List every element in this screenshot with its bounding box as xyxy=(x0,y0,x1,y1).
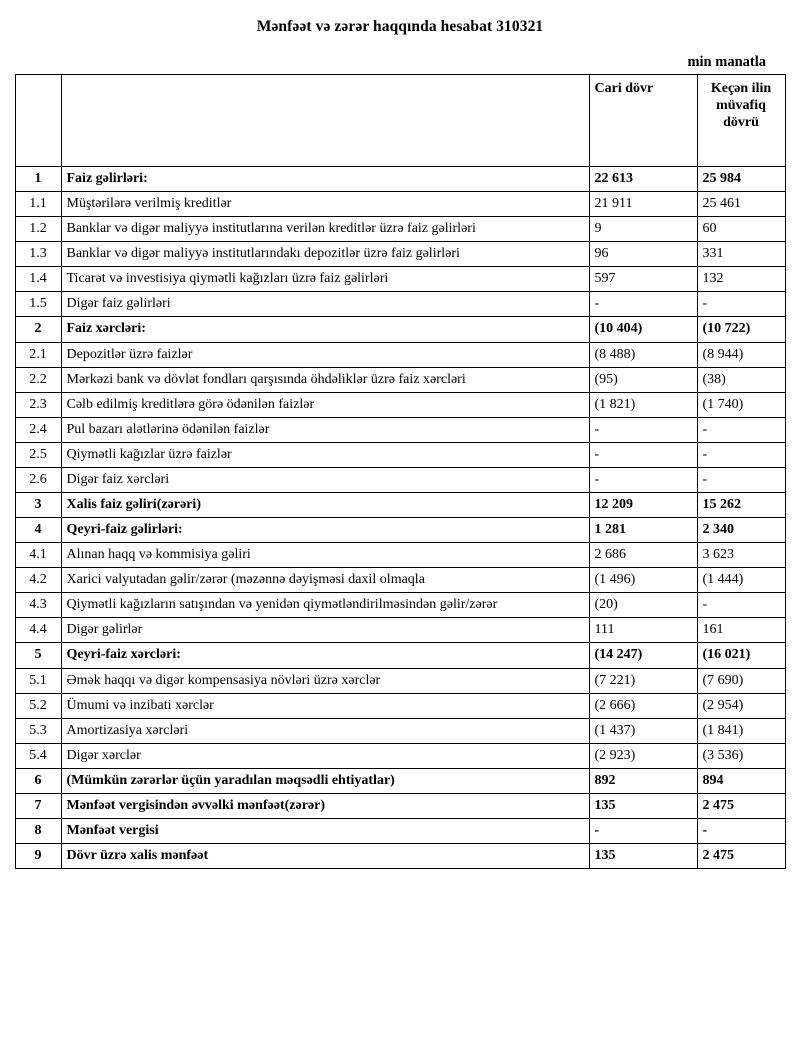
header-current-period: Cari dövr xyxy=(589,75,697,167)
header-name xyxy=(61,75,589,167)
row-number: 2.1 xyxy=(15,342,61,367)
row-label: Pul bazarı alətlərinə ödənilən faizlər xyxy=(61,417,589,442)
row-current-value: (14 247) xyxy=(589,643,697,668)
row-current-value: 12 209 xyxy=(589,493,697,518)
row-previous-value: (1 444) xyxy=(697,568,785,593)
row-label: Cəlb edilmiş kreditlərə görə ödənilən faizlər xyxy=(61,392,589,417)
row-label: Müştərilərə verilmiş kreditlər xyxy=(61,192,589,217)
table-row xyxy=(15,392,785,417)
table-row xyxy=(15,292,785,317)
row-previous-value: - xyxy=(697,442,785,467)
row-number: 3 xyxy=(15,493,61,518)
row-current-value: 111 xyxy=(589,618,697,643)
table-row xyxy=(15,267,785,292)
row-previous-value: 132 xyxy=(697,267,785,292)
row-number: 2 xyxy=(15,317,61,342)
table-row xyxy=(15,819,785,844)
row-label: Digər faiz gəlirləri xyxy=(61,292,589,317)
row-label: Digər xərclər xyxy=(61,743,589,768)
row-label: Digər faiz xərcləri xyxy=(61,467,589,492)
row-number: 1.2 xyxy=(15,217,61,242)
table-row xyxy=(15,743,785,768)
row-number: 5.1 xyxy=(15,668,61,693)
row-label: Banklar və digər maliyyə institutlarına verilən kreditlər üzrə faiz gəlirləri xyxy=(61,217,589,242)
row-number: 2.2 xyxy=(15,367,61,392)
table-row xyxy=(15,367,785,392)
table-row xyxy=(15,342,785,367)
row-label: Qeyri-faiz gəlirləri: xyxy=(61,518,589,543)
row-previous-value: (8 944) xyxy=(697,342,785,367)
table-row xyxy=(15,693,785,718)
row-previous-value: (2 954) xyxy=(697,693,785,718)
row-previous-value: 25 461 xyxy=(697,192,785,217)
row-label: Depozitlər üzrə faizlər xyxy=(61,342,589,367)
row-previous-value: (7 690) xyxy=(697,668,785,693)
row-previous-value: 161 xyxy=(697,618,785,643)
row-label: (Mümkün zərərlər üçün yaradılan məqsədli ehtiyatlar) xyxy=(61,768,589,793)
row-number: 1.4 xyxy=(15,267,61,292)
row-previous-value: 25 984 xyxy=(697,167,785,192)
table-row xyxy=(15,543,785,568)
row-previous-value: 2 475 xyxy=(697,793,785,818)
row-label: Faiz gəlirləri: xyxy=(61,167,589,192)
row-previous-value: (1 841) xyxy=(697,718,785,743)
profit-loss-table xyxy=(15,74,786,869)
row-current-value: (1 437) xyxy=(589,718,697,743)
row-current-value: (10 404) xyxy=(589,317,697,342)
header-no xyxy=(15,75,61,167)
row-previous-value: (3 536) xyxy=(697,743,785,768)
row-number: 1.5 xyxy=(15,292,61,317)
table-row xyxy=(15,668,785,693)
row-label: Faiz xərcləri: xyxy=(61,317,589,342)
table-row xyxy=(15,442,785,467)
row-label: Mənfəət vergisi xyxy=(61,819,589,844)
row-label: Alınan haqq və kommisiya gəliri xyxy=(61,543,589,568)
row-previous-value: 3 623 xyxy=(697,543,785,568)
row-number: 5.3 xyxy=(15,718,61,743)
row-previous-value: - xyxy=(697,593,785,618)
row-previous-value: 15 262 xyxy=(697,493,785,518)
page-title: Mənfəət və zərər haqqında hesabat 310321 xyxy=(256,18,544,35)
row-previous-value: - xyxy=(697,292,785,317)
row-current-value: - xyxy=(589,292,697,317)
table-row xyxy=(15,643,785,668)
row-label: Ümumi və inzibati xərclər xyxy=(61,693,589,718)
row-previous-value: (38) xyxy=(697,367,785,392)
row-current-value: 135 xyxy=(589,793,697,818)
row-label: Xarici valyutadan gəlir/zərər (məzənnə dəyişməsi daxil olmaqla xyxy=(61,568,589,593)
table-row xyxy=(15,618,785,643)
row-number: 5.4 xyxy=(15,743,61,768)
row-previous-value: 894 xyxy=(697,768,785,793)
row-number: 6 xyxy=(15,768,61,793)
row-label: Amortizasiya xərcləri xyxy=(61,718,589,743)
row-label: Ticarət və investisiya qiymətli kağızları üzrə faiz gəlirləri xyxy=(61,267,589,292)
row-previous-value: - xyxy=(697,417,785,442)
row-previous-value: (1 740) xyxy=(697,392,785,417)
row-number: 1.1 xyxy=(15,192,61,217)
row-current-value: (1 821) xyxy=(589,392,697,417)
row-number: 2.6 xyxy=(15,467,61,492)
row-previous-value: 2 340 xyxy=(697,518,785,543)
row-previous-value: (16 021) xyxy=(697,643,785,668)
table-row xyxy=(15,417,785,442)
table-row xyxy=(15,317,785,342)
header-previous-period: Keçən ilin müvafiq dövrü xyxy=(697,75,785,167)
row-number: 4.2 xyxy=(15,568,61,593)
row-current-value: (95) xyxy=(589,367,697,392)
row-previous-value: 60 xyxy=(697,217,785,242)
table-row xyxy=(15,793,785,818)
row-current-value: (2 923) xyxy=(589,743,697,768)
row-label: Mərkəzi bank və dövlət fondları qarşısında öhdəliklər üzrə faiz xərcləri xyxy=(61,367,589,392)
row-current-value: (1 496) xyxy=(589,568,697,593)
row-current-value: 21 911 xyxy=(589,192,697,217)
row-number: 2.4 xyxy=(15,417,61,442)
row-number: 1.3 xyxy=(15,242,61,267)
row-current-value: 1 281 xyxy=(589,518,697,543)
row-current-value: 2 686 xyxy=(589,543,697,568)
row-current-value: 135 xyxy=(589,844,697,869)
row-label: Qiymətli kağızlar üzrə faizlər xyxy=(61,442,589,467)
row-current-value: 597 xyxy=(589,267,697,292)
row-current-value: - xyxy=(589,442,697,467)
row-number: 9 xyxy=(15,844,61,869)
table-row xyxy=(15,192,785,217)
table-header xyxy=(15,75,785,167)
table-row xyxy=(15,518,785,543)
row-previous-value: - xyxy=(697,819,785,844)
table-row xyxy=(15,568,785,593)
table-row xyxy=(15,844,785,869)
row-current-value: 96 xyxy=(589,242,697,267)
row-previous-value: 2 475 xyxy=(697,844,785,869)
row-label: Dövr üzrə xalis mənfəət xyxy=(61,844,589,869)
row-previous-value: 331 xyxy=(697,242,785,267)
row-current-value: 22 613 xyxy=(589,167,697,192)
row-current-value: - xyxy=(589,417,697,442)
table-row xyxy=(15,593,785,618)
row-number: 2.3 xyxy=(15,392,61,417)
row-label: Xalis faiz gəliri(zərəri) xyxy=(61,493,589,518)
table-row xyxy=(15,467,785,492)
row-number: 5 xyxy=(15,643,61,668)
table-row xyxy=(15,217,785,242)
table-row xyxy=(15,242,785,267)
table-row xyxy=(15,167,785,192)
report-page xyxy=(0,12,800,1042)
table-row xyxy=(15,718,785,743)
row-label: Əmək haqqı və digər kompensasiya növləri üzrə xərclər xyxy=(61,668,589,693)
unit-label: min manatla xyxy=(687,54,766,70)
row-current-value: - xyxy=(589,819,697,844)
row-number: 1 xyxy=(15,167,61,192)
row-previous-value: (10 722) xyxy=(697,317,785,342)
row-number: 4.3 xyxy=(15,593,61,618)
row-current-value: (20) xyxy=(589,593,697,618)
row-number: 2.5 xyxy=(15,442,61,467)
row-current-value: - xyxy=(589,467,697,492)
row-number: 7 xyxy=(15,793,61,818)
row-number: 4 xyxy=(15,518,61,543)
row-current-value: 892 xyxy=(589,768,697,793)
row-label: Qiymətli kağızların satışından və yenidən qiymətləndirilməsindən gəlir/zərər xyxy=(61,593,589,618)
row-label: Mənfəət vergisindən əvvəlki mənfəət(zərər) xyxy=(61,793,589,818)
row-number: 4.4 xyxy=(15,618,61,643)
row-number: 8 xyxy=(15,819,61,844)
row-label: Digər gəlirlər xyxy=(61,618,589,643)
row-current-value: (2 666) xyxy=(589,693,697,718)
row-number: 5.2 xyxy=(15,693,61,718)
row-previous-value: - xyxy=(697,467,785,492)
row-label: Banklar və digər maliyyə institutlarındakı depozitlər üzrə faiz gəlirləri xyxy=(61,242,589,267)
row-current-value: (8 488) xyxy=(589,342,697,367)
table-body xyxy=(15,167,785,869)
row-current-value: 9 xyxy=(589,217,697,242)
table-row xyxy=(15,768,785,793)
row-current-value: (7 221) xyxy=(589,668,697,693)
row-label: Qeyri-faiz xərcləri: xyxy=(61,643,589,668)
table-row xyxy=(15,493,785,518)
row-number: 4.1 xyxy=(15,543,61,568)
